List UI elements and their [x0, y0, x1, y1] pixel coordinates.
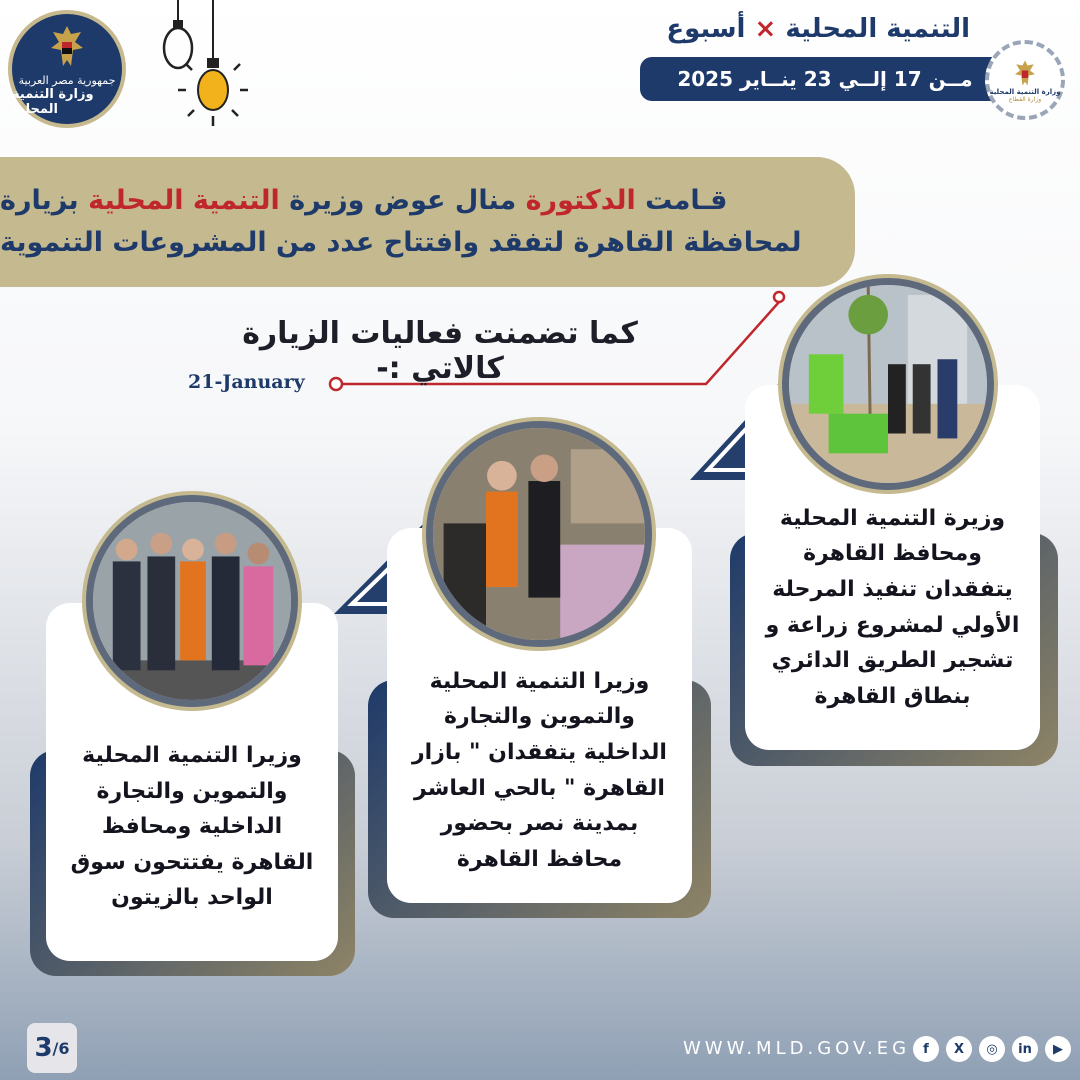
logo-country-text: جمهورية مصر العربية: [18, 73, 116, 87]
headline-post: بزيارة: [0, 185, 89, 217]
headline-line1: [0, 180, 727, 222]
card-2-text: وزيرا التنمية المحلية والتموين والتجارة الداخلية يتفقدان " بازار القاهرة " بالحي العاشر بمدينة نصر بحضور محافظ القاهرة: [412, 668, 667, 872]
x-icon[interactable]: X: [946, 1036, 972, 1062]
seal-subtext: وزارة القطاع: [1008, 95, 1042, 103]
seal-text: وزارة التنمية المحلية: [989, 87, 1061, 96]
website-url[interactable]: WWW.MLD.GOV.EG: [683, 1038, 911, 1059]
header-title-part1: التنمية المحلية: [785, 14, 970, 44]
date-range-pill: مــن 17 إلــي 23 ينــاير 2025: [640, 57, 1010, 101]
lightbulb-icon: [150, 0, 260, 130]
card-3-text: وزيرا التنمية المحلية والتموين والتجارة الداخلية ومحافظ القاهرة يفتتحون سوق الواحد بالزيتون: [70, 742, 314, 911]
card-1-text: وزيرة التنمية المحلية ومحافظ القاهرة يتفقدان تنفيذ المرحلة الأولي لمشروع زراعة و تشجير الطريق الدائري بنطاق القاهرة: [765, 505, 1020, 709]
linkedin-icon[interactable]: in: [1012, 1036, 1038, 1062]
headline-red-ministry: التنمية المحلية: [88, 185, 280, 217]
facebook-icon[interactable]: f: [913, 1036, 939, 1062]
page-total: /6: [52, 1038, 70, 1058]
card-3-photo: [86, 495, 298, 707]
headline-pre: قـامت: [635, 185, 728, 217]
ministry-logo: [8, 10, 126, 128]
headline-banner: [0, 157, 855, 287]
sub-heading: كما تضمنت فعاليات الزيارة كالاتي :-: [242, 316, 638, 386]
header-title-separator: ×: [754, 14, 777, 44]
page-indicator: [27, 1023, 77, 1073]
card-2-photo: [426, 421, 652, 647]
social-links: [913, 1036, 1071, 1062]
bazaar-visit-photo: [433, 428, 645, 640]
header-title-part2: أسبوع: [666, 14, 746, 44]
page-current: 3: [34, 1033, 53, 1063]
headline-line2: لمحافظة القاهرة لتفقد وافتتاح عدد من المشروعات التنموية: [0, 227, 802, 258]
youtube-icon[interactable]: ▶: [1045, 1036, 1071, 1062]
tree-planting-photo: [789, 285, 987, 483]
headline-mid: منال عوض وزيرة: [279, 185, 526, 217]
date-label: 21-January: [188, 371, 305, 393]
instagram-icon[interactable]: ◎: [979, 1036, 1005, 1062]
eagle-emblem-icon: [1012, 58, 1038, 88]
headline-red-doctor: الدكتورة: [525, 185, 636, 217]
ministry-seal: [985, 40, 1065, 120]
logo-ministry-text: وزارة التنمية المحلية: [12, 86, 94, 117]
eagle-emblem-icon: [47, 22, 87, 70]
header-title: [666, 14, 970, 44]
card-1-photo: [782, 278, 994, 490]
market-opening-photo: [93, 502, 291, 700]
